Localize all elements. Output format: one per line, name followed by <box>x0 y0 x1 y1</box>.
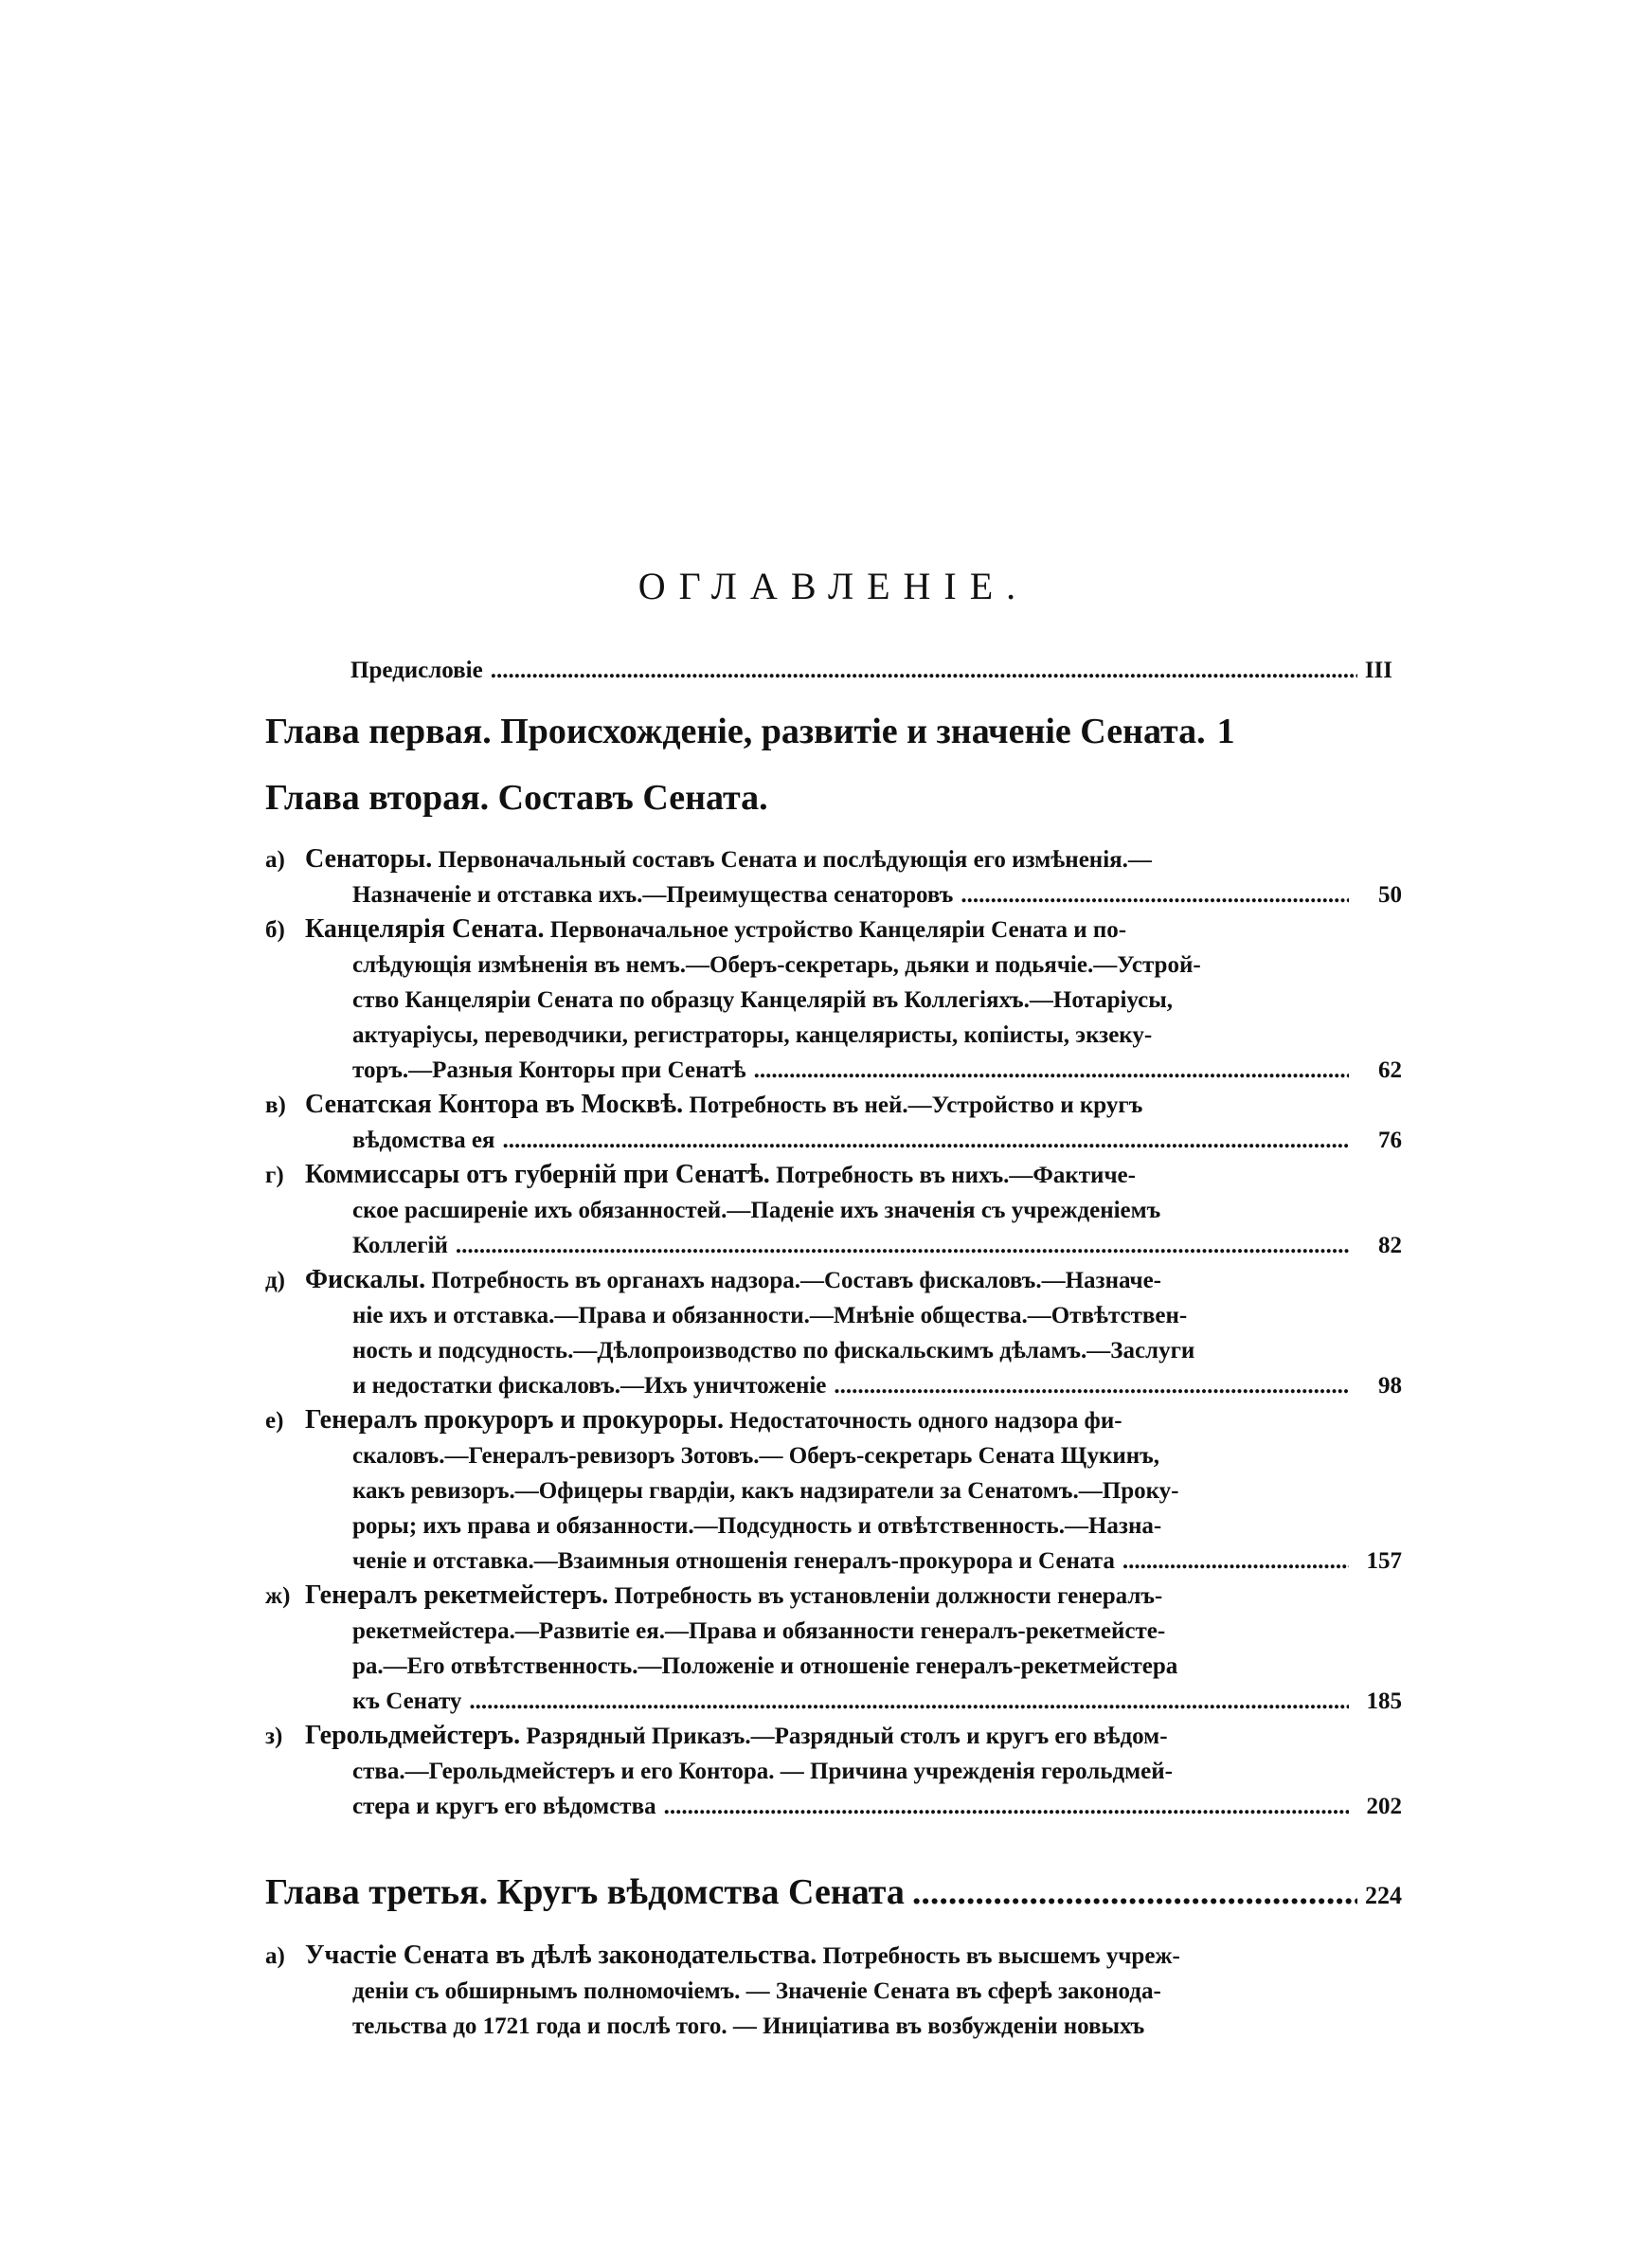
section-text: ра.—Его отвѣтственность.—Положеніе и отношеніе генералъ-рекетмейстера <box>352 1653 1178 1679</box>
dot-leader <box>469 1684 1349 1719</box>
section-letter: в) <box>265 1092 286 1118</box>
section-text: ства.—Герольдмейстеръ и его Контора. — Причина учрежденія герольдмей- <box>352 1759 1173 1784</box>
toc-section <box>265 1262 1402 1403</box>
section-page: 62 <box>1378 1057 1402 1083</box>
section-heading: Коммиссары отъ губерній при Сенатѣ. <box>305 1160 770 1189</box>
section-text: рекетмейстера.—Развитіе ея.—Права и обязанности генералъ-рекетмейсте- <box>352 1618 1166 1644</box>
section-page: 82 <box>1378 1233 1402 1258</box>
toc-entry-preface <box>350 658 1392 684</box>
dot-leader <box>664 1789 1349 1824</box>
section-text: тельства до 1721 года и послѣ того. — Иниціатива въ возбужденіи новыхъ <box>352 2013 1145 2039</box>
section-letter: г) <box>265 1163 284 1188</box>
section-text: деніи съ обширнымъ полномочіемъ. — Значеніе Сената въ сферѣ законода- <box>352 1978 1161 2004</box>
chapter-title: Глава вторая. Составъ Сената. <box>265 778 768 818</box>
toc-section <box>265 1157 1402 1263</box>
section-text: скаловъ.—Генералъ-ревизоръ Зотовъ.— Оберъ-секретарь Сената Щукинъ, <box>352 1443 1160 1469</box>
chapter-title: Глава третья. Кругъ вѣдомства Сената <box>265 1872 905 1912</box>
toc-entry-label: Предисловіе <box>350 658 483 683</box>
section-heading: Канцелярія Сената. <box>305 914 545 944</box>
section-page: 76 <box>1378 1128 1402 1153</box>
section-text: Потребность въ органахъ надзора.—Составъ фискаловъ.—Назначе- <box>431 1268 1161 1293</box>
section-text: роры; ихъ права и обязанности.—Подсудность и отвѣтственность.—Назна- <box>352 1513 1162 1539</box>
section-text: ность и подсудность.—Дѣлопроизводство по фискальскимъ дѣламъ.—Заслуги <box>352 1338 1195 1363</box>
section-text: Потребность въ высшемъ учреж- <box>822 1943 1180 1969</box>
dot-leader <box>491 658 1357 684</box>
section-text: Назначеніе и отставка ихъ.—Преимущества сенаторовъ <box>352 882 954 908</box>
section-text: Первоначальное устройство Канцеляріи Сената и по- <box>549 917 1127 943</box>
toc-section <box>265 912 1402 1088</box>
section-text: торъ.—Разныя Конторы при Сенатѣ <box>352 1057 746 1083</box>
section-page: 202 <box>1366 1794 1402 1819</box>
section-text: Недостаточность одного надзора фи- <box>729 1408 1122 1434</box>
section-heading: Сенаторы. <box>305 844 433 874</box>
section-text: къ Сенату <box>352 1688 462 1714</box>
section-text: и недостатки фискаловъ.—Ихъ уничтоженіе <box>352 1373 827 1399</box>
section-text: слѣдующія измѣненія въ немъ.—Оберъ-секретарь, дьяки и подьячіе.—Устрой- <box>352 952 1201 978</box>
section-text: ченіе и отставка.—Взаимныя отношенія генералъ-прокурора и Сената <box>352 1548 1115 1574</box>
section-letter: ж) <box>265 1583 291 1609</box>
toc-section <box>265 1938 1402 2044</box>
dot-leader <box>456 1228 1349 1263</box>
section-text: какъ ревизоръ.—Офицеры гвардіи, какъ надзиратели за Сенатомъ.—Проку- <box>352 1478 1179 1504</box>
section-text: Разрядный Приказъ.—Разрядный столъ и кругъ его вѣдом- <box>526 1724 1168 1749</box>
section-text: Первоначальный составъ Сената и послѣдующія его измѣненія.— <box>438 847 1152 873</box>
toc-page <box>265 0 1402 2257</box>
toc-entry-page: III <box>1364 658 1392 683</box>
section-letter: д) <box>265 1268 285 1293</box>
section-letter: а) <box>265 847 285 873</box>
dot-leader <box>961 877 1349 912</box>
section-letter: а) <box>265 1943 285 1969</box>
section-heading: Герольдмейстеръ. <box>305 1721 521 1750</box>
toc-chapter-3 <box>265 1871 1402 1913</box>
section-letter: б) <box>265 917 285 943</box>
section-text: Потребность въ нихъ.—Фактиче- <box>776 1163 1136 1188</box>
toc-chapter-1 <box>265 711 1402 752</box>
section-page: 185 <box>1366 1688 1402 1714</box>
section-text: ство Канцеляріи Сената по образцу Канцелярій въ Коллегіяхъ.—Нотаріусы, <box>352 987 1174 1013</box>
chapter-page: 224 <box>1365 1882 1402 1909</box>
dot-leader <box>834 1368 1349 1403</box>
chapter-page: 1 <box>1216 712 1235 751</box>
section-page: 50 <box>1378 882 1402 908</box>
section-text: Потребность въ ней.—Устройство и кругъ <box>689 1092 1143 1118</box>
section-text: стера и кругъ его вѣдомства <box>352 1794 656 1819</box>
dot-leader <box>1122 1544 1349 1579</box>
toc-section <box>265 841 1402 912</box>
section-letter: е) <box>265 1408 284 1434</box>
section-heading: Фискалы. <box>305 1265 426 1294</box>
page-title: ОГЛАВЛЕНІЕ. <box>637 565 1030 607</box>
dot-leader <box>502 1123 1349 1158</box>
section-letter: з) <box>265 1724 283 1749</box>
toc-section <box>265 1578 1402 1719</box>
section-page: 157 <box>1366 1548 1402 1574</box>
toc-section <box>265 1402 1402 1579</box>
chapter-title: Глава первая. Происхожденіе, развитіе и значеніе Сената. <box>265 712 1206 751</box>
section-page: 98 <box>1378 1373 1402 1399</box>
section-text: Потребность въ установленіи должности генералъ- <box>614 1583 1163 1609</box>
section-heading: Генералъ прокуроръ и прокуроры. <box>305 1405 725 1435</box>
section-text: актуаріусы, переводчики, регистраторы, канцеляристы, копіисты, экзеку- <box>352 1022 1153 1048</box>
section-heading: Участіе Сената въ дѣлѣ законодательства. <box>305 1941 817 1970</box>
section-text: ское расширеніе ихъ обязанностей.—Паденіе ихъ значенія съ учрежденіемъ <box>352 1198 1161 1223</box>
section-text: ніе ихъ и отставка.—Права и обязанности.—Мнѣніе общества.—Отвѣтствен- <box>352 1303 1188 1328</box>
section-text: Коллегій <box>352 1233 448 1258</box>
toc-chapter-2 <box>265 777 1402 819</box>
section-text: вѣдомства ея <box>352 1128 495 1153</box>
section-heading: Сенатская Контора въ Москвѣ. <box>305 1090 684 1119</box>
dot-leader <box>912 1871 1357 1913</box>
toc-section <box>265 1718 1402 1824</box>
dot-leader <box>754 1053 1349 1088</box>
toc-section <box>265 1087 1402 1158</box>
section-heading: Генералъ рекетмейстеръ. <box>305 1580 609 1610</box>
